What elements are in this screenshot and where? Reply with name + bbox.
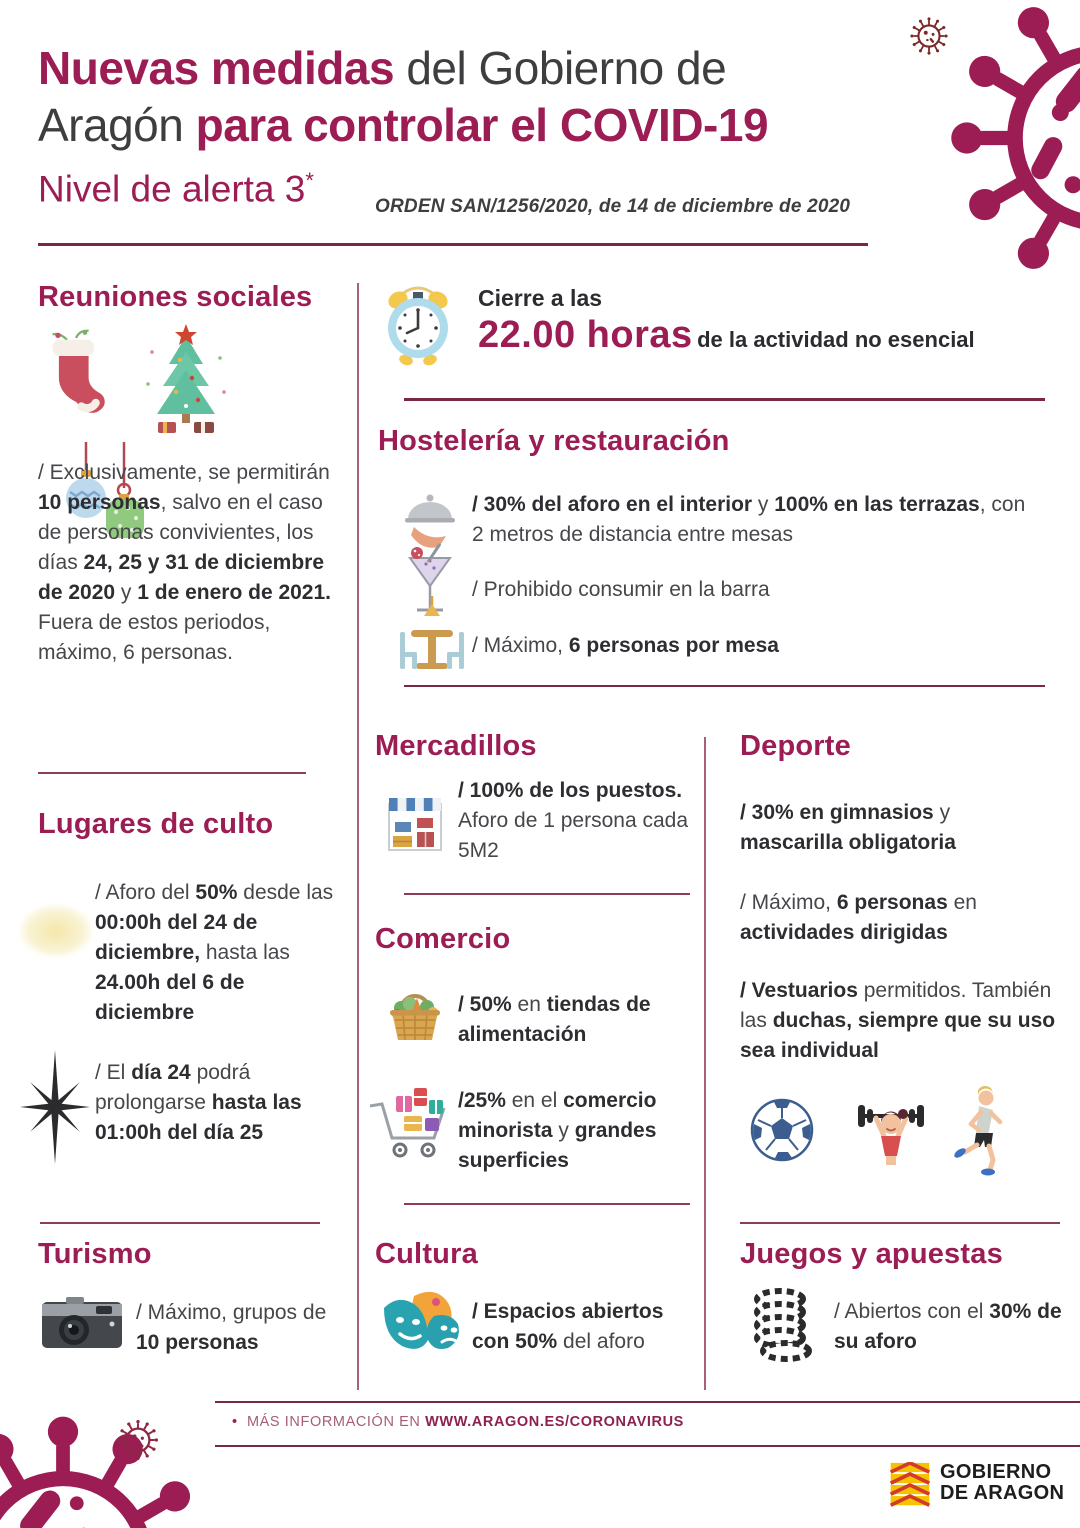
divider (38, 772, 306, 774)
section-title-culto: Lugares de culto (38, 808, 274, 840)
order-reference: ORDEN SAN/1256/2020, de 14 de diciembre de 2020 (375, 196, 851, 217)
bullet: • (232, 1414, 238, 1430)
section-title-deporte: Deporte (740, 730, 851, 762)
theater-masks-icon (378, 1288, 466, 1362)
christmas-stocking-icon (40, 322, 112, 426)
section-title-mercadillos: Mercadillos (375, 730, 537, 762)
table-chairs-icon (392, 594, 472, 678)
small-virus-icon-bottom (110, 1412, 166, 1468)
alert-level: Nivel de alerta 3* (38, 168, 314, 210)
grocery-basket-icon (383, 982, 447, 1046)
deporte-item-2: / Máximo, 6 personas en actividades dirigidas (740, 891, 977, 944)
gobierno-aragon-logo (888, 1462, 1064, 1508)
divider (404, 398, 1045, 401)
weightlifting-icon (850, 1090, 932, 1172)
header (38, 40, 878, 154)
hosteleria-item-2: / Prohibido consumir en la barra (472, 578, 770, 601)
divider (40, 1222, 320, 1224)
footer-divider-bottom (215, 1445, 1080, 1447)
header-divider (38, 243, 868, 246)
closure-line (478, 314, 975, 357)
deporte-item-1: / 30% en gimnasios y mascarilla obligatoria (740, 801, 956, 854)
juegos-item: / Abiertos con el 30% de su aforo (834, 1300, 1062, 1353)
small-virus-icon (903, 10, 955, 62)
camera-icon (40, 1292, 124, 1352)
running-icon (948, 1086, 1012, 1176)
deporte-item-3: / Vestuarios permitidos. También las duchas, siempre que su uso sea individual (740, 979, 1056, 1062)
soccer-ball-icon (748, 1096, 816, 1164)
page-title: Nuevas medidas del Gobierno de Aragón para controlar el COVID-19 (38, 42, 769, 151)
footer-divider-top (215, 1401, 1080, 1403)
column-divider-right (704, 737, 706, 1390)
comercio-item-2: /25% en el comercio minorista y grandes superficies (458, 1089, 657, 1172)
alert-asterisk: * (305, 168, 314, 193)
star-icon (16, 1048, 94, 1166)
shopping-cart-icon (368, 1080, 460, 1162)
logo-text: GOBIERNO DE ARAGON (940, 1461, 1065, 1504)
cultura-item: / Espacios abiertos con 50% del aforo (472, 1300, 664, 1353)
market-stall-icon (383, 792, 447, 856)
comercio-item-1: / 50% en tiendas de alimentación (458, 993, 651, 1046)
closure-intro: Cierre a las (478, 285, 603, 311)
hosteleria-item-3: / Máximo, 6 personas por mesa (472, 634, 779, 657)
divider (404, 893, 690, 895)
section-title-reuniones: Reuniones sociales (38, 281, 313, 313)
closure-time: 22.00 horas (478, 314, 693, 356)
section-title-juegos: Juegos y apuestas (740, 1238, 1003, 1270)
column-divider-left (357, 283, 359, 1390)
turismo-item: / Máximo, grupos de 10 personas (136, 1301, 327, 1354)
closure-scope: de la actividad no esencial (697, 327, 975, 352)
alarm-clock-icon (376, 280, 460, 370)
hosteleria-item-1: / 30% del aforo en el interior y 100% en las terrazas, con 2 metros de distancia entre mesas (472, 493, 1026, 546)
aragon-emblem-icon (888, 1462, 932, 1508)
section-title-cultura: Cultura (375, 1238, 478, 1270)
culto-item-2: / El día 24 podrá prolongarse hasta las 01:00h del día 25 (95, 1061, 302, 1144)
footer-url: WWW.ARAGON.ES/CORONAVIRUS (425, 1414, 684, 1430)
culto-item-1: / Aforo del 50% desde las 00:00h del 24 de diciembre, hasta las 24.00h del 6 de diciembre (95, 881, 334, 1024)
footer-info: • MÁS INFORMACIÓN EN WWW.ARAGON.ES/CORONAVIRUS (232, 1414, 684, 1430)
christmas-tree-icon (140, 322, 232, 442)
reuniones-body: / Exclusivamente, se permitirán 10 personas, salvo en el caso de personas convivientes, los días 24, 25 y 31 de diciembre de 2020 y 1 de enero de 2021. Fuera de estos periodos, máximo, 6 personas. (38, 461, 332, 664)
section-title-turismo: Turismo (38, 1238, 152, 1270)
section-title-hosteleria: Hostelería y restauración (378, 425, 730, 457)
closure-banner (478, 285, 975, 357)
divider (404, 1203, 690, 1205)
divider (404, 685, 1045, 687)
section-title-comercio: Comercio (375, 923, 511, 955)
mercadillos-item: / 100% de los puestos. Aforo de 1 persona cada 5M2 (458, 779, 688, 862)
divider (740, 1222, 1060, 1224)
candle-glow-icon (20, 905, 92, 957)
poker-chips-icon (752, 1286, 816, 1364)
